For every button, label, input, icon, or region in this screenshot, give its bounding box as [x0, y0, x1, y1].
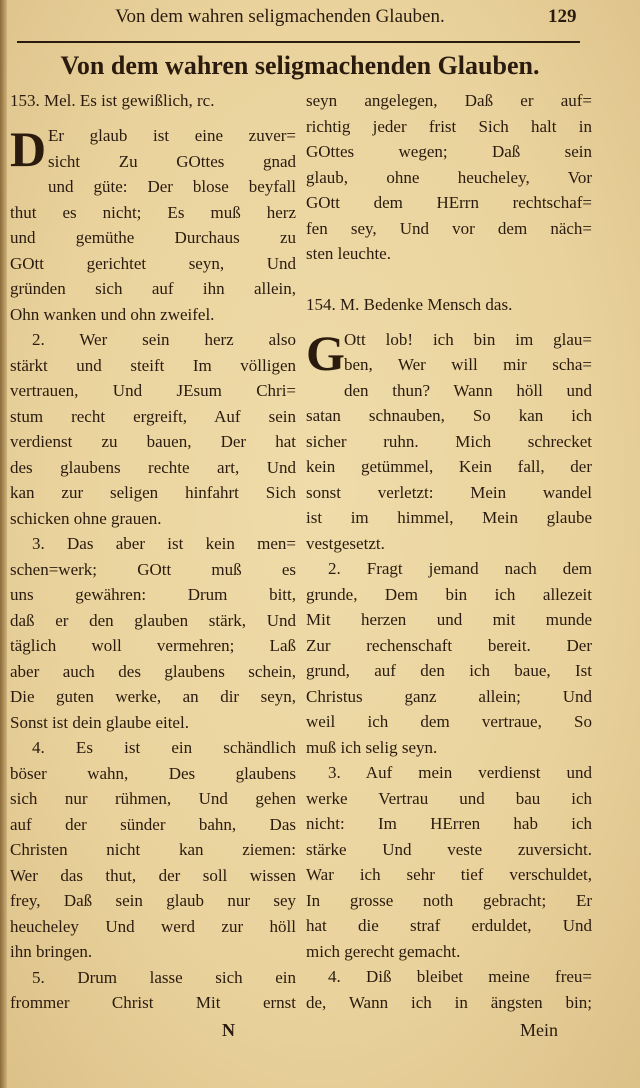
verse-line: uns gewähren: Drum bitt, [10, 585, 296, 604]
verse-line: War ich sehr tief verschuldet, [306, 865, 592, 884]
verse-line: und güte: Der blose beyfall [48, 177, 296, 196]
verse-line: ihn bringen. [10, 942, 93, 961]
catchword: Mein [520, 1020, 558, 1040]
right-column [306, 88, 592, 1015]
verse-line: vertrauen, Und JEsum Chri= [10, 381, 296, 400]
stanza [306, 324, 592, 557]
verse-line: 2. Fragt jemand nach dem [328, 559, 592, 578]
verse-line: weil ich dem vertraue, So [306, 712, 592, 731]
verse-line: hat die straf erduldet, Und [306, 916, 592, 935]
left-column [10, 88, 296, 1016]
verse-line: ist im himmel, Mein glaube [306, 508, 592, 527]
verse-line: des glaubens rechte art, Und [10, 457, 296, 477]
verse-line: Ohn wanken und ohn zweifel. [10, 304, 215, 324]
hymn-heading: 154. M. Bedenke Mensch das. [306, 294, 513, 314]
drop-cap: D [10, 121, 47, 177]
verse-line: stärke Und veste zuversicht. [306, 839, 592, 859]
verse-line: Christen nicht kan ziemen: [10, 840, 296, 859]
verse-line: 4. Diß bleibet meine freu= [328, 967, 592, 986]
verse-line: de, Wann ich in ängsten bin; [306, 992, 592, 1012]
verse-line: sich nur rühmen, Und gehen [10, 789, 296, 808]
hymn-heading: 153. Mel. Es ist gewißlich, rc. [10, 91, 215, 110]
verse-line: böser wahn, Des glaubens [10, 763, 296, 783]
verse-line: GOttes wegen; Daß sein [306, 142, 592, 161]
verse-line: fen sey, Und vor dem näch= [306, 218, 592, 238]
verse-line: mich gerecht gemacht. [306, 941, 461, 961]
verse-line: GOtt gerichtet seyn, Und [10, 253, 296, 273]
verse-line: aber auch des glaubens schein, [10, 661, 296, 681]
verse-line: stärkt und steift Im völligen [10, 355, 296, 375]
verse-line: kan zur seligen hinfahrt Sich [10, 483, 296, 502]
stanza [10, 531, 296, 735]
verse-line: Sonst ist dein glaube eitel. [10, 712, 189, 732]
header-rule [17, 41, 580, 43]
verse-line: stum recht ergreift, Auf sein [10, 406, 296, 426]
verse-line: täglich woll vermehren; Laß [10, 636, 296, 655]
verse-line: Die guten werke, an dir seyn, [10, 687, 296, 706]
verse-line: frey, Daß sein glaub nur sey [10, 891, 296, 910]
verse-line: daß er den glauben stärk, Und [10, 610, 296, 630]
verse-line: 3. Das aber ist kein men= [32, 534, 296, 553]
verse-line: Er glaub ist eine zuver= [48, 126, 296, 145]
verse-line: vestgesetzt. [306, 533, 385, 553]
stanza [306, 760, 592, 964]
verse-line: thut es nicht; Es muß herz [10, 202, 296, 222]
verse-line: ben, Wer will mir scha= [344, 355, 592, 374]
verse-line: Wer das thut, der soll wissen [10, 865, 296, 885]
stanza [10, 327, 296, 531]
verse-line: satan schnauben, So kan ich [306, 406, 592, 425]
page-binding-edge [0, 0, 7, 1088]
verse-line: Mit herzen und mit munde [306, 610, 592, 629]
section-title: Von dem wahren seligmachenden Glauben. [60, 51, 540, 80]
verse-line: nicht: Im HErren hab ich [306, 814, 592, 833]
verse-line: muß ich selig seyn. [306, 737, 438, 757]
verse-line: 5. Drum lasse sich ein [32, 967, 296, 987]
verse-line: In grosse noth gebracht; Er [306, 890, 592, 910]
verse-line: und gemüthe Durchaus zu [10, 228, 296, 247]
verse-line: 4. Es ist ein schändlich [32, 738, 296, 757]
verse-line: gründen sich auf ihn allein, [10, 279, 296, 298]
stanza [10, 965, 296, 1016]
verse-line: glaub, ohne heucheley, Vor [306, 167, 592, 187]
verse-line: werke Vertrau und bau ich [306, 788, 592, 808]
stanza [306, 88, 592, 267]
verse-line: sicht Zu GOttes gnad [48, 151, 296, 171]
verse-line: grund, auf den ich baue, Ist [306, 661, 592, 680]
verse-line: GOtt dem HErrn rechtschaf= [306, 193, 592, 212]
verse-line: heucheley Und werd zur höll [10, 916, 296, 936]
verse-line: schen=werk; GOtt muß es [10, 559, 296, 579]
verse-line: schicken ohne grauen. [10, 508, 162, 528]
page-number: 129 [548, 6, 577, 27]
verse-line: grunde, Dem bin ich allezeit [306, 584, 592, 604]
stanza [306, 964, 592, 1015]
verse-line: den thun? Wann höll und [344, 380, 592, 400]
verse-line: Ott lob! ich bin im glau= [344, 329, 592, 349]
stanza [10, 735, 296, 965]
stanza [306, 556, 592, 760]
verse-line: sonst verletzt: Mein wandel [306, 482, 592, 502]
signature-mark: N [222, 1020, 235, 1040]
verse-line: 2. Wer sein herz also [32, 330, 296, 349]
stanza [10, 123, 296, 327]
verse-line: kein getümmel, Kein fall, der [306, 457, 592, 476]
verse-line: 3. Auf mein verdienst und [328, 763, 592, 782]
running-head: Von dem wahren seligmachenden Glauben. [115, 6, 445, 27]
verse-line: auf der sünder bahn, Das [10, 814, 296, 834]
verse-line: richtig jeder frist Sich halt in [306, 116, 592, 136]
verse-line: verdienst zu bauen, Der hat [10, 432, 296, 451]
verse-line: seyn angelegen, Daß er auf= [306, 91, 592, 110]
verse-line: sten leuchte. [306, 244, 391, 263]
verse-line: sicher ruhn. Mich schrecket [306, 431, 592, 451]
drop-cap: G [306, 324, 345, 381]
verse-line: Christus ganz allein; Und [306, 686, 592, 706]
verse-line: Zur rechenschaft bereit. Der [306, 635, 592, 655]
verse-line: frommer Christ Mit ernst [10, 993, 296, 1012]
